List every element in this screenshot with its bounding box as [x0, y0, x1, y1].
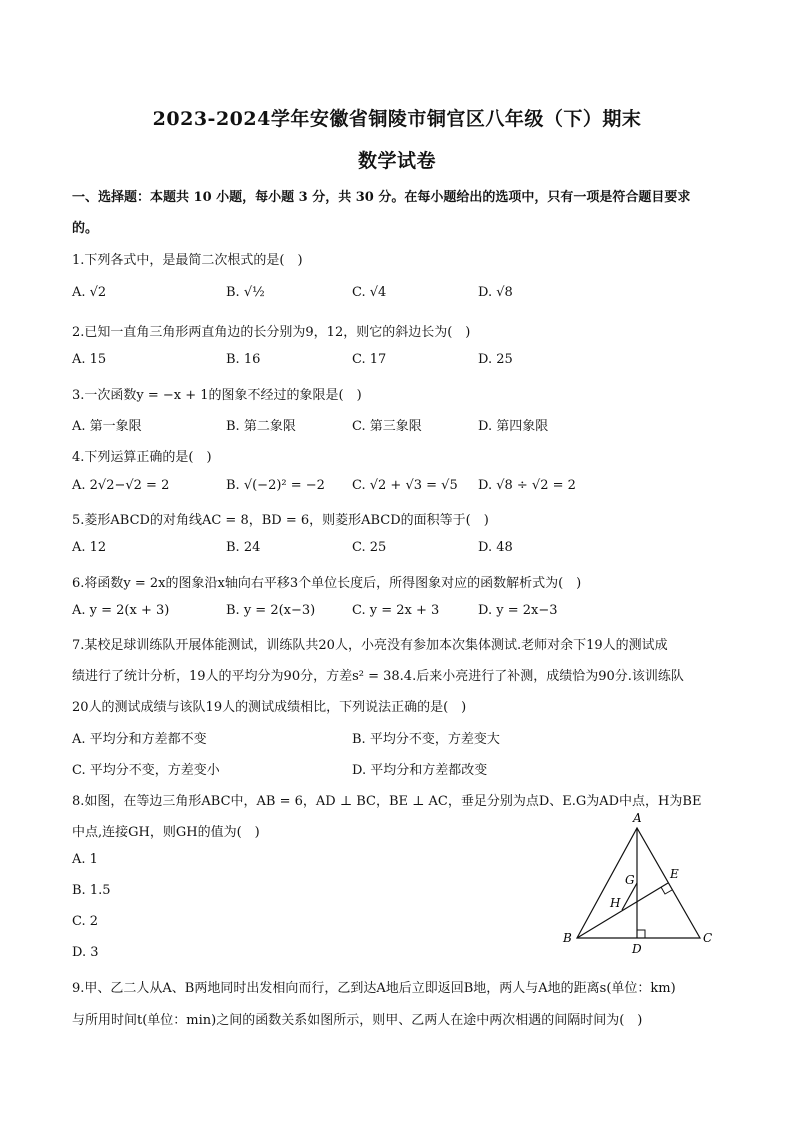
q6-option-d: D. y = 2x−3	[478, 603, 558, 618]
label-a: A	[633, 811, 642, 825]
label-d: D	[632, 942, 642, 955]
q7-option-a: A. 平均分和方差都不变	[72, 732, 207, 747]
question-7-line-1: 7.某校足球训练队开展体能测试，训练队共20人，小亮没有参加本次集体测试.老师对余下19人的测试成	[72, 638, 668, 653]
q5-option-b: B. 24	[226, 540, 261, 555]
segment-be	[577, 883, 668, 938]
question-1-stem: 1.下列各式中，是最简二次根式的是( )	[72, 253, 303, 268]
label-h: H	[610, 896, 621, 910]
question-4-stem: 4.下列运算正确的是( )	[72, 450, 212, 465]
q3-option-b: B. 第二象限	[226, 419, 296, 434]
question-7-line-2: 绩进行了统计分析，19人的平均分为90分，方差s² = 38.4.后来小亮进行了补测，成绩恰为90分.该训练队	[72, 669, 684, 684]
q8-option-a: A. 1	[72, 852, 98, 867]
q3-option-d: D. 第四象限	[478, 419, 549, 434]
exam-subtitle: 数学试卷	[357, 150, 436, 172]
q1-option-c: C. √4	[352, 285, 387, 300]
q4-option-d: D. √8 ÷ √2 = 2	[478, 478, 576, 493]
section-intro-cont: 的。	[72, 221, 99, 236]
q4-option-a: A. 2√2−√2 = 2	[72, 478, 170, 493]
label-c: C	[703, 931, 713, 945]
q5-option-c: C. 25	[352, 540, 387, 555]
q8-option-d: D. 3	[72, 945, 99, 960]
question-8-line-2: 中点,连接GH，则GH的值为( )	[72, 825, 260, 840]
q5-option-d: D. 48	[478, 540, 513, 555]
q2-option-b: B. 16	[226, 352, 261, 367]
label-g: G	[625, 873, 635, 887]
triangle-abc	[577, 828, 700, 938]
question-3-stem: 3.一次函数y = −x + 1的图象不经过的象限是( )	[72, 388, 362, 403]
exam-title: 2023-2024学年安徽省铜陵市铜官区八年级（下）期末	[152, 108, 642, 130]
right-angle-mark-d	[637, 930, 645, 938]
q6-option-a: A. y = 2(x + 3)	[72, 603, 170, 618]
q3-option-c: C. 第三象限	[352, 419, 422, 434]
question-2-stem: 2.已知一直角三角形两直角边的长分别为9，12，则它的斜边长为( )	[72, 325, 471, 340]
q1-option-b: B. √½	[226, 285, 265, 300]
question-9-line-2: 与所用时间t(单位：min)之间的函数关系如图所示，则甲、乙两人在途中两次相遇的间隔时间为( )	[72, 1013, 643, 1028]
q8-option-c: C. 2	[72, 914, 99, 929]
q6-option-c: C. y = 2x + 3	[352, 603, 440, 618]
q7-option-b: B. 平均分不变，方差变大	[352, 732, 500, 747]
q2-option-c: C. 17	[352, 352, 387, 367]
q2-option-a: A. 15	[72, 352, 107, 367]
question-6-stem: 6.将函数y = 2x的图象沿x轴向右平移3个单位长度后，所得图象对应的函数解析式为( )	[72, 576, 582, 591]
q2-option-d: D. 25	[478, 352, 513, 367]
q1-option-d: D. √8	[478, 285, 513, 300]
label-b: B	[563, 931, 572, 945]
q4-option-b: B. √(−2)² = −2	[226, 478, 325, 493]
question-5-stem: 5.菱形ABCD的对角线AC = 8，BD = 6，则菱形ABCD的面积等于( )	[72, 513, 489, 528]
triangle-figure	[555, 810, 715, 955]
q3-option-a: A. 第一象限	[72, 419, 142, 434]
q1-option-a: A. √2	[72, 285, 107, 300]
q7-option-d: D. 平均分和方差都改变	[352, 763, 488, 778]
question-8-line-1: 8.如图，在等边三角形ABC中，AB = 6，AD ⊥ BC，BE ⊥ AC，垂足分别为点D、E.G为AD中点，H为BE	[72, 794, 702, 809]
q4-option-c: C. √2 + √3 = √5	[352, 478, 458, 493]
question-7-line-3: 20人的测试成绩与该队19人的测试成绩相比，下列说法正确的是( )	[72, 700, 467, 715]
q5-option-a: A. 12	[72, 540, 107, 555]
q6-option-b: B. y = 2(x−3)	[226, 603, 316, 618]
q7-option-c: C. 平均分不变，方差变小	[72, 763, 220, 778]
question-9-line-1: 9.甲、乙二人从A、B两地同时出发相向而行，乙到达A地后立即返回B地，两人与A地的距离s(单位：km)	[72, 981, 676, 996]
q8-option-b: B. 1.5	[72, 883, 111, 898]
label-e: E	[670, 867, 679, 881]
right-angle-mark-e	[661, 887, 672, 894]
section-intro: 一、选择题：本题共 10 小题，每小题 3 分，共 30 分。在每小题给出的选项中，只有一项是符合题目要求	[72, 190, 691, 205]
